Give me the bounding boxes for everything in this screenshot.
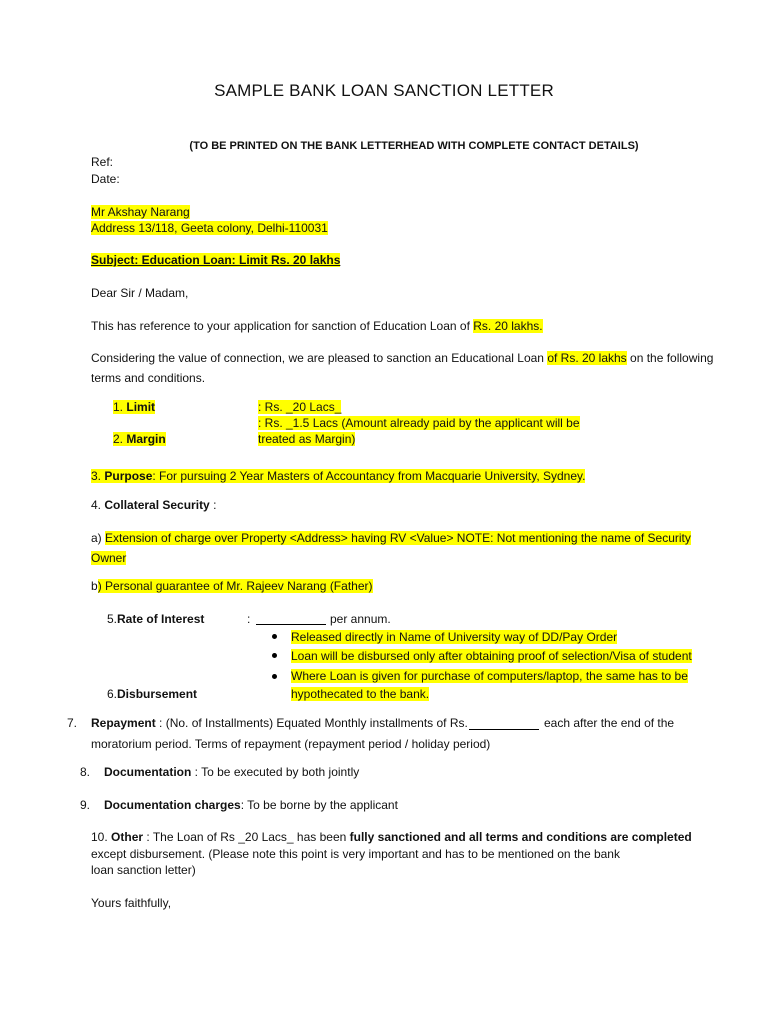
limit-value: : Rs. _20 Lacs_ [258, 400, 342, 414]
sanction-paragraph: Considering the value of connection, we are pleased to sanction an Educational Loan of Rs. 20 lakhs on the following [91, 351, 714, 365]
repayment-text2: each after the end of the [544, 716, 675, 730]
margin-value-line1: : Rs. _1.5 Lacs (Amount already paid by the applicant will be [258, 416, 580, 430]
addressee-name: Mr Akshay Narang [91, 205, 190, 219]
purpose-item: 3. Purpose: For pursuing 2 Year Masters of Accountancy from Macquarie University, Sydney. [91, 469, 586, 483]
other-line3: loan sanction letter) [91, 863, 196, 877]
doc-charges-item: Documentation charges: To be borne by the applicant [104, 798, 398, 812]
sanction-paragraph-line2: terms and conditions. [91, 371, 206, 385]
limit-item: 1. Limit [113, 400, 156, 414]
ref-label: Ref: [91, 155, 114, 169]
other-line2: except disbursement. (Please note this point is very important and has to be mentioned on the bank [91, 847, 620, 861]
documentation-num: 8. [80, 765, 91, 779]
interest-suffix: per annum. [330, 612, 391, 626]
page-subtitle: (TO BE PRINTED ON THE BANK LETTERHEAD WITH COMPLETE CONTACT DETAILS) [189, 140, 639, 152]
collateral-b: b) Personal guarantee of Mr. Rajeev Narang (Father) [91, 579, 373, 593]
other-item: 10. Other : The Loan of Rs _20 Lacs_ has been fully sanctioned and all terms and conditions are completed [91, 830, 692, 844]
date-label: Date: [91, 172, 120, 186]
repayment-blank-line [469, 729, 539, 730]
doc-charges-num: 9. [80, 798, 91, 812]
collateral-heading: 4. Collateral Security : [91, 498, 217, 512]
repayment-num: 7. [67, 716, 78, 730]
reference-paragraph: This has reference to your application for sanction of Education Loan of Rs. 20 lakhs. [91, 319, 543, 333]
collateral-a-line2: Owner [91, 551, 127, 565]
interest-item: 5.Rate of Interest [107, 612, 205, 626]
bullet-icon [272, 674, 277, 679]
salutation: Dear Sir / Madam, [91, 286, 189, 300]
page-title: SAMPLE BANK LOAN SANCTION LETTER [214, 81, 554, 100]
disbursement-bullet-2: Loan will be disbursed only after obtaining proof of selection/Visa of student [291, 649, 692, 663]
interest-blank-line [256, 624, 326, 625]
margin-value-line2: treated as Margin) [258, 432, 356, 446]
addressee-address: Address 13/118, Geeta colony, Delhi-110031 [91, 221, 328, 235]
closing: Yours faithfully, [91, 896, 172, 910]
margin-item: 2. Margin [113, 432, 166, 446]
collateral-a: a) Extension of charge over Property <Address> having RV <Value> NOTE: Not mentioning the name of Security [91, 531, 691, 545]
bullet-icon [272, 653, 277, 658]
disbursement-bullet-1: Released directly in Name of University way of DD/Pay Order [291, 630, 618, 644]
disbursement-bullet-3: Where Loan is given for purchase of computers/laptop, the same has to be [291, 669, 688, 683]
disbursement-item: 6.Disbursement [107, 687, 198, 701]
subject-line: Subject: Education Loan: Limit Rs. 20 lakhs [91, 253, 341, 267]
interest-colon: : [247, 612, 251, 626]
disbursement-bullet-3-line2: hypothecated to the bank. [291, 687, 430, 701]
documentation-item: Documentation : To be executed by both jointly [104, 765, 360, 779]
bullet-icon [272, 634, 277, 639]
repayment-line2: moratorium period. Terms of repayment (repayment period / holiday period) [91, 737, 491, 751]
repayment-item: Repayment : (No. of Installments) Equated Monthly installments of Rs. [91, 716, 468, 730]
